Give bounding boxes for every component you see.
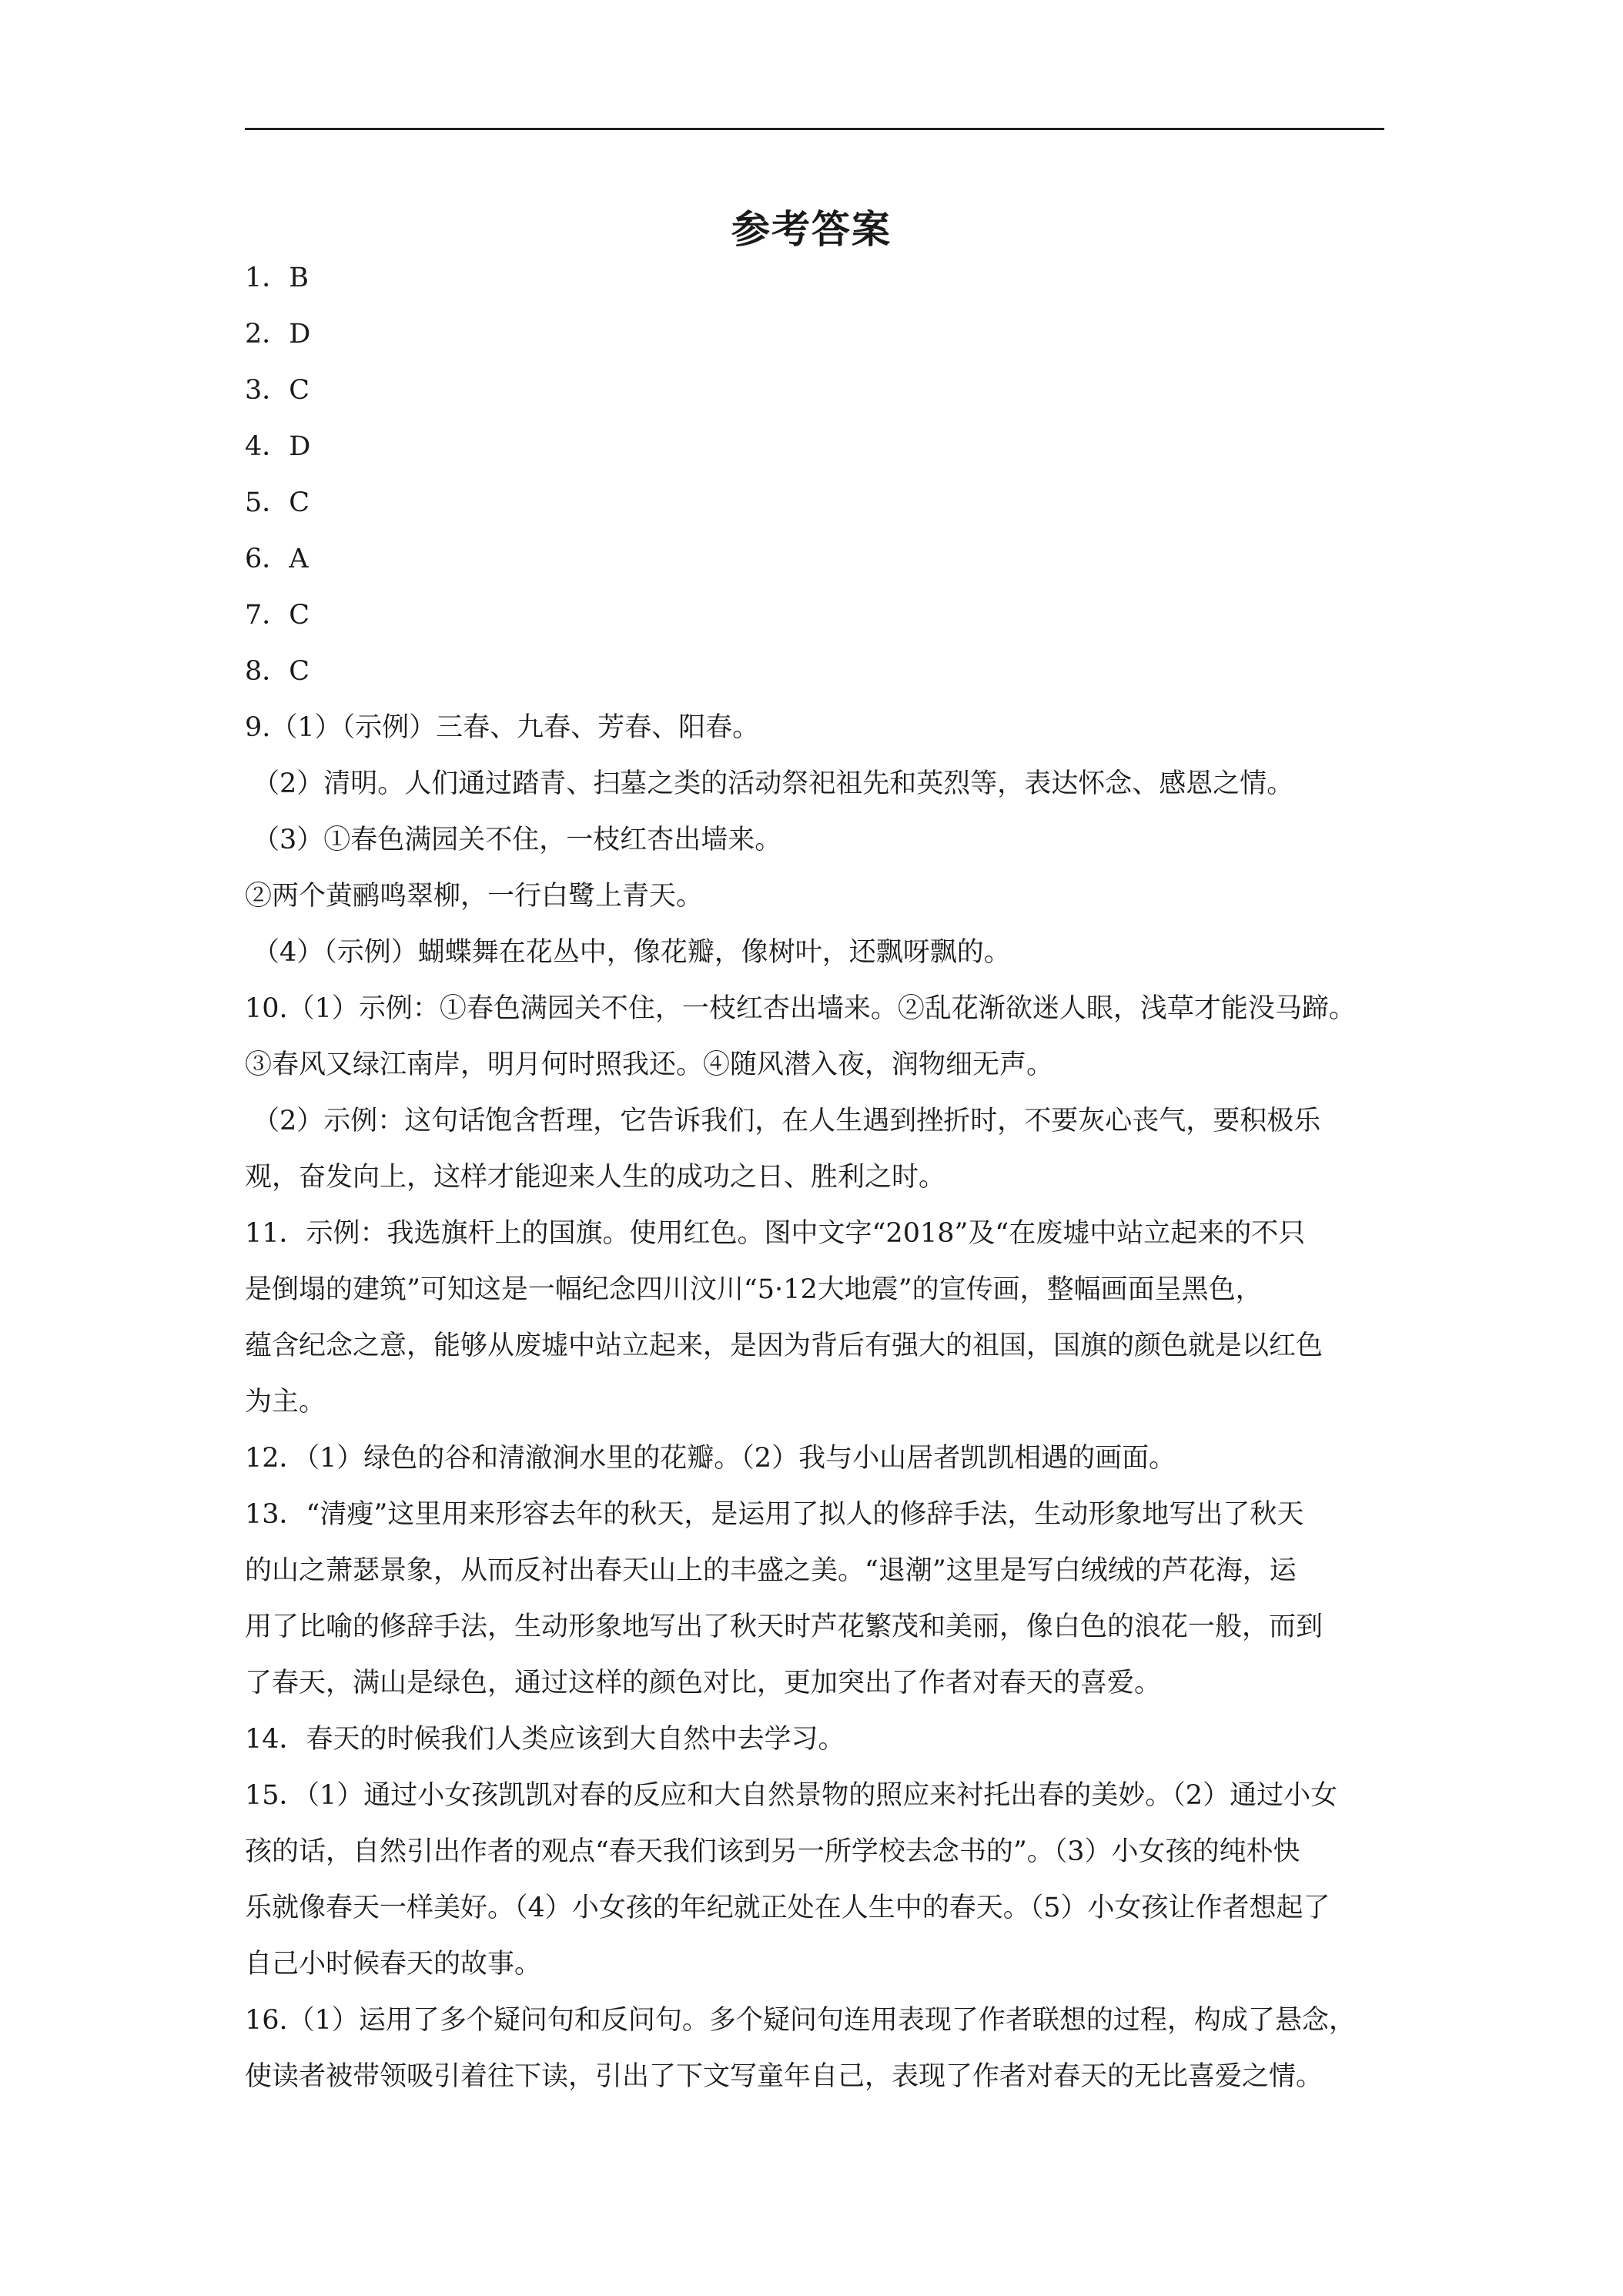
answer-line: 1．B	[245, 263, 309, 293]
answer-line: 观，奋发向上，这样才能迎来人生的成功之日、胜利之时。	[245, 1162, 946, 1193]
answer-line: 孩的话，自然引出作者的观点“春天我们该到另一所学校去念书的”。（3）小女孩的纯朴快	[245, 1836, 1300, 1867]
header-rule	[245, 128, 1384, 130]
answer-line: ②两个黄鹂鸣翠柳，一行白鹭上青天。	[245, 881, 704, 912]
answer-line: （3）①春色满园关不住，一枝红杏出墙来。	[253, 825, 782, 855]
answer-line: 6．A	[245, 544, 309, 574]
answer-line: 7．C	[245, 600, 310, 631]
answer-line: 10.（1）示例：①春色满园关不住，一枝红杏出墙来。②乱花渐欲迷人眼，浅草才能没马蹄。	[245, 993, 1356, 1024]
answer-line: 为主。	[245, 1387, 326, 1417]
answer-line: 11．示例：我选旗杆上的国旗。使用红色。图中文字“2018”及“在废墟中站立起来的不只	[245, 1218, 1306, 1249]
answer-line: 2．D	[245, 319, 311, 350]
page-title: 参考答案	[731, 207, 892, 252]
answer-line: 12．（1）绿色的谷和清澈涧水里的花瓣。（2）我与小山居者凯凯相遇的画面。	[245, 1443, 1176, 1474]
answer-line: 9.（1）（示例）三春、九春、芳春、阳春。	[245, 712, 760, 743]
answer-line: 蕴含纪念之意，能够从废墟中站立起来，是因为背后有强大的祖国，国旗的颜色就是以红色	[245, 1330, 1323, 1361]
answer-line: ③春风又绿江南岸，明月何时照我还。④随风潜入夜，润物细无声。	[245, 1049, 1054, 1080]
answer-line: 自己小时候春天的故事。	[245, 1949, 542, 1980]
answer-line: 的山之萧瑟景象，从而反衬出春天山上的丰盛之美。“退潮”这里是写白绒绒的芦花海，运	[245, 1555, 1297, 1586]
answer-line: 使读者被带领吸引着往下读，引出了下文写童年自己，表现了作者对春天的无比喜爱之情。	[245, 2061, 1323, 2092]
answer-line: 15．（1）通过小女孩凯凯对春的反应和大自然景物的照应来衬托出春的美妙。（2）通过小女	[245, 1780, 1338, 1811]
answer-line: 3．C	[245, 375, 310, 406]
answer-line: 8．C	[245, 656, 310, 687]
answer-list	[245, 250, 1384, 2105]
answer-line: 了春天，满山是绿色，通过这样的颜色对比，更加突出了作者对春天的喜爱。	[245, 1668, 1162, 1699]
answer-line: 用了比喻的修辞手法，生动形象地写出了秋天时芦花繁茂和美丽，像白色的浪花一般，而到	[245, 1612, 1323, 1642]
answer-line: 13．“清瘦”这里用来形容去年的秋天，是运用了拟人的修辞手法，生动形象地写出了秋天	[245, 1499, 1304, 1530]
answer-line: （2）清明。人们通过踏青、扫墓之类的活动祭祀祖先和英烈等，表达怀念、感恩之情。	[253, 768, 1294, 799]
answer-line: 是倒塌的建筑”可知这是一幅纪念四川汶川“5·12大地震”的宣传画，整幅画面呈黑色，	[245, 1274, 1263, 1305]
answer-line: （2）示例：这句话饱含哲理，它告诉我们，在人生遇到挫折时，不要灰心丧气，要积极乐	[253, 1106, 1321, 1136]
answer-line: 5．C	[245, 487, 310, 518]
answer-line: 乐就像春天一样美好。（4）小女孩的年纪就正处在人生中的春天。（5）小女孩让作者想起了	[245, 1893, 1330, 1923]
answer-line: 14．春天的时候我们人类应该到大自然中去学习。	[245, 1724, 845, 1755]
answer-line: 16.（1）运用了多个疑问句和反问句。多个疑问句连用表现了作者联想的过程，构成了悬念，	[245, 2005, 1356, 2036]
answer-line: 4．D	[245, 431, 311, 462]
answer-line: （4）（示例）蝴蝶舞在花丛中，像花瓣，像树叶，还飘呀飘的。	[253, 937, 1011, 968]
